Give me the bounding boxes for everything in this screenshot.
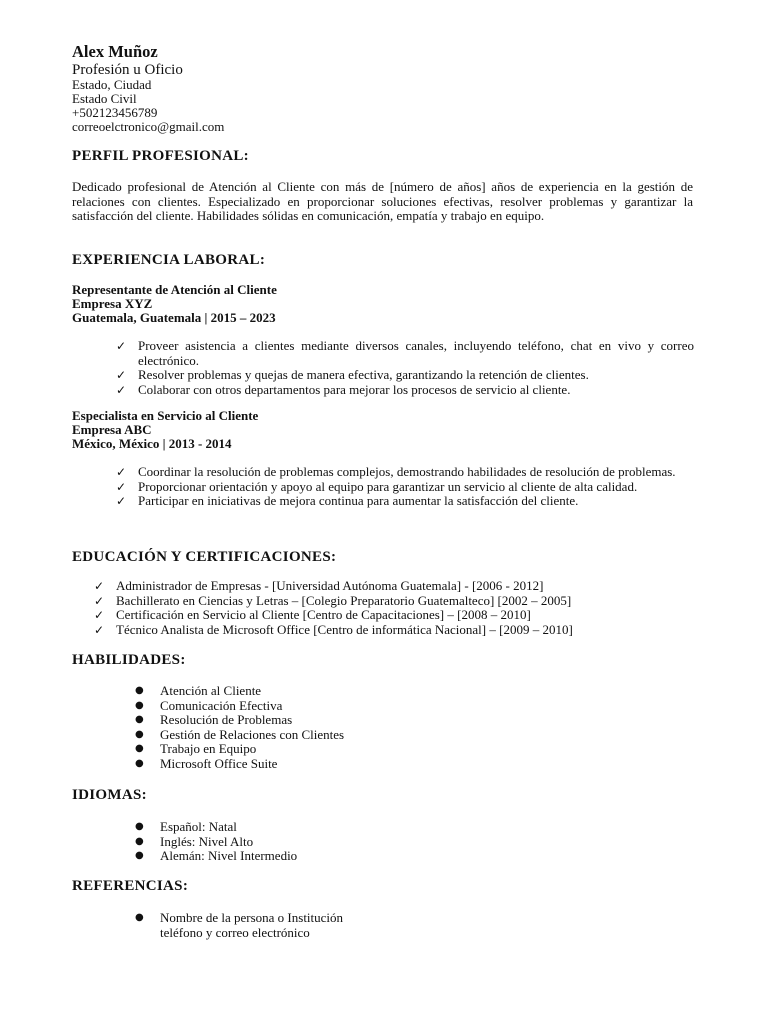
list-item: ● Inglés: Nivel Alto bbox=[135, 833, 254, 849]
job-duties-list bbox=[116, 338, 694, 397]
bullet-icon: ● bbox=[135, 912, 144, 923]
bullet-icon: ● bbox=[135, 714, 144, 726]
list-item: ✓ Coordinar la resolución de problemas complejos, demostrando habilidades de resolución de problemas. bbox=[116, 464, 676, 479]
civil-status: Estado Civil bbox=[72, 91, 137, 106]
list-item: ● Trabajo en Equipo bbox=[135, 741, 257, 757]
job-company: Empresa ABC bbox=[72, 422, 152, 437]
list-item: ✓ Participar en iniciativas de mejora continua para aumentar la satisfacción del cliente. bbox=[116, 493, 579, 509]
bullet-icon: ● bbox=[135, 821, 144, 832]
references-heading: REFERENCIAS: bbox=[72, 878, 189, 894]
check-icon: ✓ bbox=[94, 579, 105, 593]
experience-heading: EXPERIENCIA LABORAL: bbox=[72, 252, 266, 268]
bullet-icon: ● bbox=[135, 699, 144, 711]
job-company: Empresa XYZ bbox=[72, 296, 153, 311]
list-item: ● Español: Natal bbox=[135, 819, 237, 834]
skills-heading: HABILIDADES: bbox=[72, 652, 186, 668]
bullet-icon: ● bbox=[135, 728, 144, 740]
job-place-dates: Guatemala, Guatemala | 2015 – 2023 bbox=[72, 310, 276, 325]
list-item: ● Gestión de Relaciones con Clientes bbox=[135, 726, 345, 742]
list-item: ✓ Técnico Analista de Microsoft Office [Centro de informática Nacional] – [2009 – 2010] bbox=[94, 621, 573, 637]
list-item: ✓ Proveer asistencia a clientes mediante diversos canales, incluyendo teléfono, chat en vivo y correo electrónico. bbox=[116, 338, 694, 368]
candidate-name: Alex Muñoz bbox=[72, 42, 158, 61]
job-duties-list bbox=[116, 464, 694, 509]
list-item: ● Microsoft Office Suite bbox=[135, 755, 278, 771]
check-icon: ✓ bbox=[116, 479, 127, 494]
bullet-icon: ● bbox=[135, 850, 144, 862]
skills-list bbox=[135, 683, 560, 772]
check-icon: ✓ bbox=[94, 593, 105, 608]
list-item: ✓ Colaborar con otros departamentos para mejorar los procesos de servicio al cliente. bbox=[116, 381, 571, 397]
check-icon: ✓ bbox=[116, 382, 127, 397]
check-icon: ✓ bbox=[116, 465, 127, 479]
list-item: ● Atención al Cliente bbox=[135, 683, 262, 698]
education-list bbox=[94, 578, 696, 637]
job-place-dates: México, México | 2013 - 2014 bbox=[72, 436, 232, 451]
list-item: ✓ Certificación en Servicio al Cliente [Centro de Capacitaciones] – [2008 – 2010] bbox=[94, 607, 531, 623]
list-item: ✓ Bachillerato en Ciencias y Letras – [Colegio Preparatorio Guatemalteco] [2002 – 2005] bbox=[94, 592, 572, 608]
bullet-icon: ● bbox=[135, 685, 144, 696]
languages-list bbox=[135, 819, 560, 864]
check-icon: ✓ bbox=[116, 368, 127, 383]
job-title: Especialista en Servicio al Cliente bbox=[72, 408, 259, 423]
bullet-icon: ● bbox=[135, 757, 144, 769]
bullet-icon: ● bbox=[135, 835, 144, 847]
list-item: ● Nombre de la persona o Institución teléfono y correo electrónico bbox=[135, 910, 344, 940]
list-item: ● Comunicación Efectiva bbox=[135, 697, 283, 713]
phone: +502123456789 bbox=[72, 105, 158, 120]
check-icon: ✓ bbox=[116, 494, 127, 509]
check-icon: ✓ bbox=[116, 339, 127, 353]
profession: Profesión u Oficio bbox=[72, 62, 183, 78]
list-item: ✓ Administrador de Empresas - [Universidad Autónoma Guatemala] - [2006 - 2012] bbox=[94, 578, 544, 593]
education-heading: EDUCACIÓN Y CERTIFICACIONES: bbox=[72, 549, 337, 565]
bullet-icon: ● bbox=[135, 743, 144, 755]
profile-heading: PERFIL PROFESIONAL: bbox=[72, 148, 249, 164]
check-icon: ✓ bbox=[94, 608, 105, 623]
list-item: ✓ Proporcionar orientación y apoyo al equipo para garantizar un servicio al cliente de alta calidad. bbox=[116, 478, 638, 494]
list-item: ● Resolución de Problemas bbox=[135, 712, 293, 728]
email: correoelctronico@gmail.com bbox=[72, 119, 225, 134]
references-list bbox=[135, 910, 560, 940]
languages-heading: IDIOMAS: bbox=[72, 787, 147, 803]
job-title: Representante de Atención al Cliente bbox=[72, 282, 277, 297]
location: Estado, Ciudad bbox=[72, 77, 152, 92]
profile-text: Dedicado profesional de Atención al Cliente con más de [número de años] años de experiencia en la gestión de relaciones con clientes. Especializado en proporcionar soluciones efectivas, resolver problemas y garantizar la satisfacción del cliente. Habilidades sólidas en comunicación, empatía y trabajo en equipo. bbox=[72, 179, 693, 224]
list-item: ● Alemán: Nivel Intermedio bbox=[135, 848, 298, 864]
check-icon: ✓ bbox=[94, 622, 105, 637]
list-item: ✓ Resolver problemas y quejas de manera efectiva, garantizando la retención de clientes. bbox=[116, 367, 589, 383]
